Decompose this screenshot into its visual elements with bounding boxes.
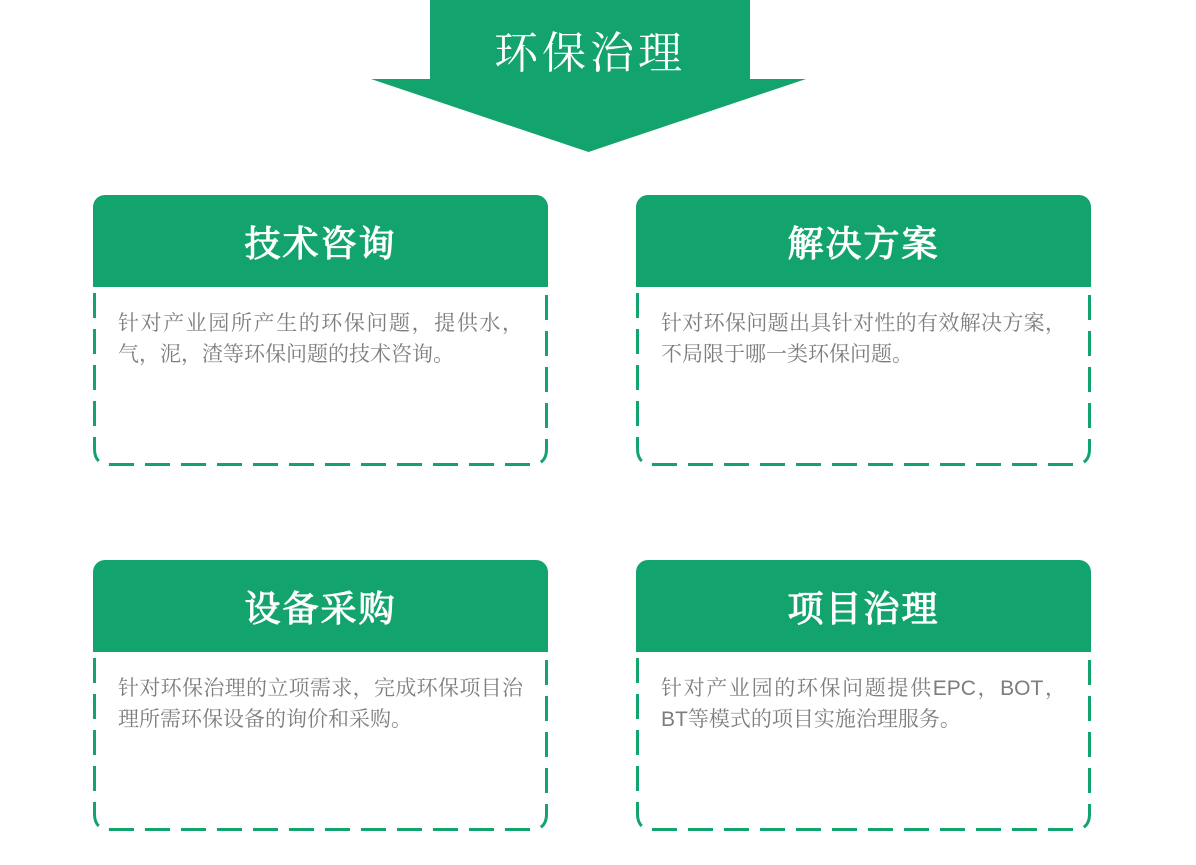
card-title: 解决方案 xyxy=(787,222,940,264)
card-title: 设备采购 xyxy=(244,587,397,629)
card-description: 针对产业园所产生的环保问题，提供水，气，泥，渣等环保问题的技术咨询。 xyxy=(118,312,523,366)
card-body xyxy=(636,652,1091,831)
card-title: 项目治理 xyxy=(787,587,940,629)
card-description: 针对产业园的环保问题提供EPC，BOT，BT等模式的项目实施治理服务。 xyxy=(661,677,1066,731)
card-solutions xyxy=(636,195,1091,466)
banner-title: 环保治理 xyxy=(494,29,686,78)
card-body xyxy=(93,652,548,831)
card-technical-consulting xyxy=(93,195,548,466)
card-header xyxy=(93,195,548,287)
card-title: 技术咨询 xyxy=(244,222,397,264)
card-body xyxy=(93,287,548,466)
card-description: 针对环保问题出具针对性的有效解决方案，不局限于哪一类环保问题。 xyxy=(661,312,1066,366)
card-description: 针对环保治理的立项需求，完成环保项目治理所需环保设备的询价和采购。 xyxy=(118,677,523,731)
card-body xyxy=(636,287,1091,466)
card-header xyxy=(636,560,1091,652)
card-equipment-procurement xyxy=(93,560,548,831)
card-project-governance xyxy=(636,560,1091,831)
card-header xyxy=(636,195,1091,287)
card-header xyxy=(93,560,548,652)
